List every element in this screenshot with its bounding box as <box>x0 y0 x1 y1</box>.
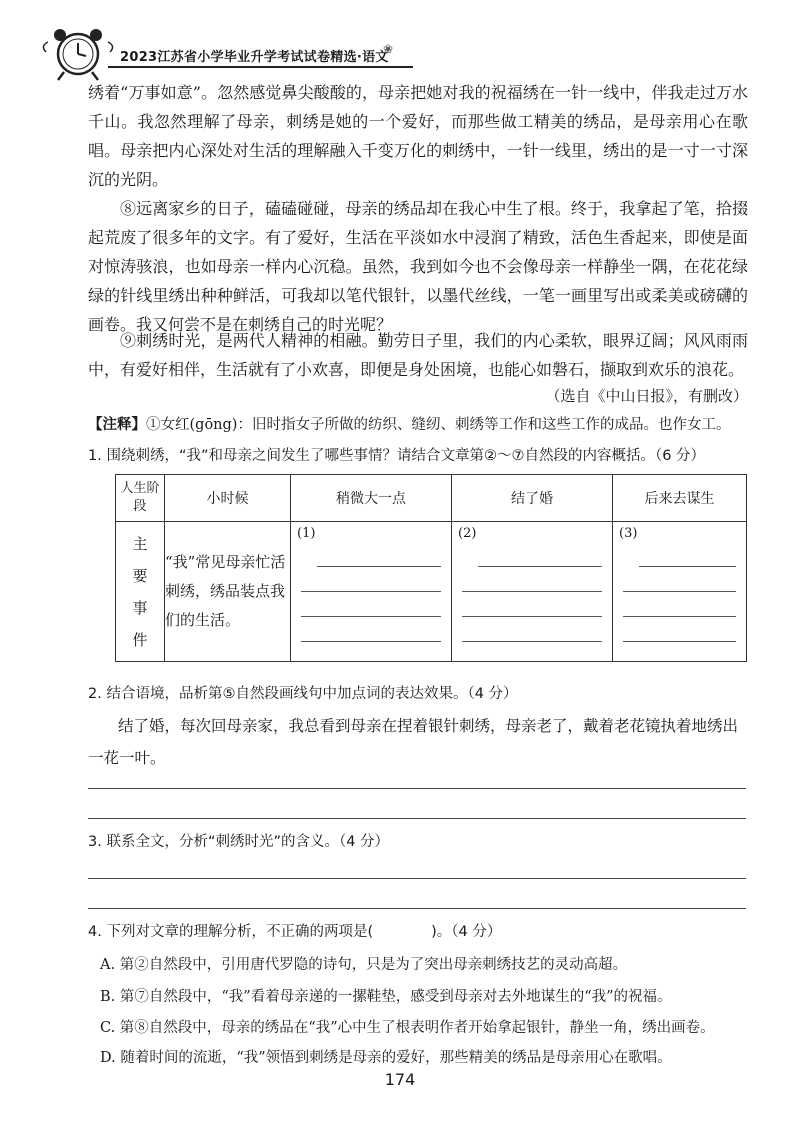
passage-paragraph-7-end: 绣着“万事如意”。忽然感觉鼻尖酸酸的，母亲把她对我的祝福绣在一针一线中，伴我走过万水千山。我忽然理解了母亲，刺绣是她的一个爱好，而那些做工精美的绣品，是母亲用心在歌唱。母亲把内心深处对生活的理解融入千变万化的刺绣中，一针一线里，绣出的是一寸一寸深沉的光阴。 <box>88 83 748 189</box>
answer-line-q3-1[interactable] <box>88 878 746 879</box>
passage-paragraph-8: ⑧远离家乡的日子，磕磕碰碰，母亲的绣品却在我心中生了根。终于，我拿起了笔，拾掇起荒废了很多年的文字。有了爱好，生活在平淡如水中浸润了精致，活色生香起来，即使是面对惊涛骇浪，也如母亲一样内心沉稳。虽然，我到如今也不会像母亲一样静坐一隅，在花花绿绿的针线里绣出种种鲜活，可我却以笔代银针，以墨代丝线，一笔一画里写出或柔美或磅礴的画卷。我又何尝不是在刺绣自己的时光呢？ <box>88 199 748 334</box>
answer-cell-2[interactable] <box>452 522 613 662</box>
answer-line-q3-2[interactable] <box>88 908 746 909</box>
option-c[interactable]: C. 第⑧自然段中，母亲的绣品在“我”心中生了根表明作者开始拿起银针，静坐一角，绣出画卷。 <box>100 1020 715 1036</box>
answer-line[interactable] <box>301 567 441 592</box>
answer-line[interactable] <box>623 592 736 617</box>
answer-line-q2-2[interactable] <box>88 818 746 819</box>
table-header-col-2: 稍微大一点 <box>291 475 452 522</box>
answer-line[interactable] <box>623 617 736 642</box>
table-cell-childhood: “我”常见母亲忙活刺绣，绣品装点我们的生活。 <box>165 522 291 662</box>
answer-line[interactable] <box>301 592 441 617</box>
question-3: 3. 联系全文，分析“刺绣时光”的含义。（4 分） <box>88 834 390 850</box>
life-events-table <box>115 474 747 662</box>
question-2: 2. 结合语境，品析第⑤自然段画线句中加点词的表达效果。（4 分） <box>88 686 518 702</box>
header-rule <box>108 66 413 68</box>
passage-paragraph-9: ⑨刺绣时光，是两代人精神的相融。勤劳日子里，我们的内心柔软，眼界辽阔；风风雨雨中，有爱好相伴，生活就有了小欢喜，即便是身处困境，也能心如磐石，撷取到欢乐的浪花。 <box>88 331 748 379</box>
answer-line[interactable] <box>639 542 736 567</box>
annotation-note <box>88 413 758 434</box>
table-header-col-1: 小时候 <box>165 475 291 522</box>
page-number: 174 <box>384 1070 416 1089</box>
answer-line[interactable] <box>462 617 602 642</box>
option-a[interactable]: A. 第②自然段中，引用唐代罗隐的诗句，只是为了突出母亲刺绣技艺的灵动高超。 <box>100 957 628 973</box>
table-header-col-4: 后来去谋生 <box>613 475 747 522</box>
answer-line[interactable] <box>301 617 441 642</box>
answer-cell-1[interactable] <box>291 522 452 662</box>
blank-label-3: (3) <box>619 526 638 541</box>
answer-cell-3[interactable] <box>613 522 747 662</box>
note-text: ①女红(gōng)：旧时指女子所做的纺织、缝纫、刺绣等工作和这些工作的成品。也作女工。 <box>146 417 731 433</box>
answer-line[interactable] <box>623 567 736 592</box>
option-d[interactable]: D. 随着时间的流逝，“我”领悟到刺绣是母亲的爱好，那些精美的绣品是母亲用心在歌唱。 <box>100 1050 672 1066</box>
alarm-clock-icon <box>38 22 118 82</box>
answer-line[interactable] <box>462 592 602 617</box>
header-title: 2023江苏省小学毕业升学考试试卷精选·语文 <box>120 50 389 65</box>
page-header <box>28 22 788 82</box>
table-header-stage: 人生阶段 <box>116 475 165 522</box>
option-b[interactable]: B. 第⑦自然段中，“我”看着母亲递的一摞鞋垫，感受到母亲对去外地谋生的“我”的祝福。 <box>100 989 672 1005</box>
passage-source: （选自《中山日报》，有删改） <box>545 387 748 405</box>
answer-line[interactable] <box>317 542 441 567</box>
table-row-header-events <box>116 522 165 662</box>
flower-ornament-icon: ❀ <box>383 42 394 56</box>
answer-line[interactable] <box>478 542 602 567</box>
blank-label-2: (2) <box>458 526 477 541</box>
blank-label-1: (1) <box>297 526 316 541</box>
note-label: 【注释】 <box>88 417 146 433</box>
answer-line-q2-1[interactable] <box>88 788 746 789</box>
question-2-quote: 结了婚，每次回母亲家，我总看到母亲在捏着银针刺绣，母亲老了，戴着老花镜执着地绣出一花一叶。 <box>88 717 739 767</box>
table-header-col-3: 结了婚 <box>452 475 613 522</box>
answer-line[interactable] <box>462 567 602 592</box>
question-1: 1. 围绕刺绣，“我”和母亲之间发生了哪些事情？请结合文章第②～⑦自然段的内容概括。（6 分） <box>88 448 706 464</box>
question-4: 4. 下列对文章的理解分析，不正确的两项是( )。（4 分） <box>88 924 502 940</box>
row-header-text: 主要事件 <box>132 534 148 649</box>
